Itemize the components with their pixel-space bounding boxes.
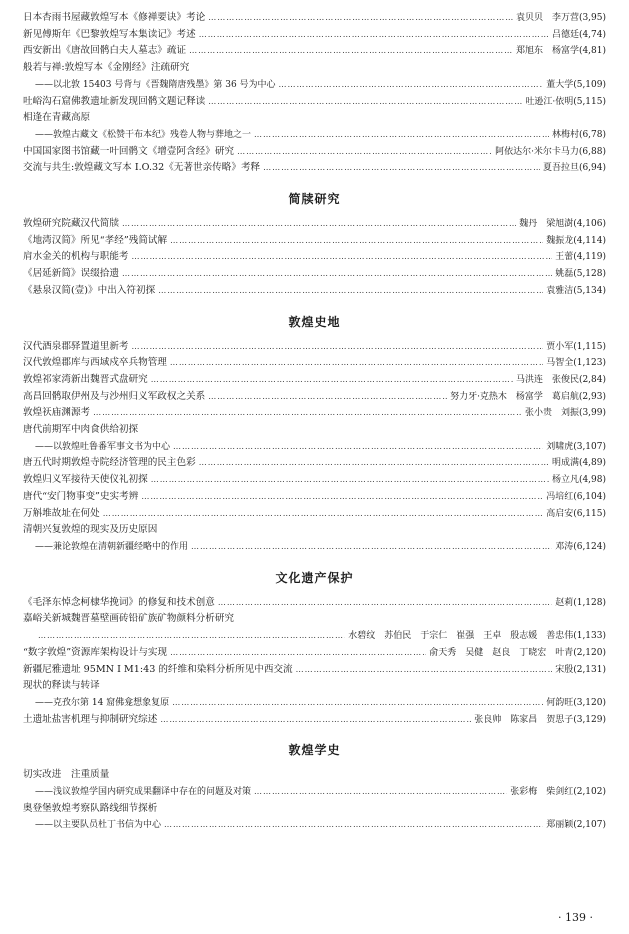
toc-entry[interactable] (23, 160, 606, 177)
entry-author-ref: 马洪连 张俊民(2,84) (515, 374, 606, 385)
leader-dots (170, 233, 543, 250)
leader-dots (103, 506, 543, 523)
toc-entry[interactable] (23, 94, 606, 111)
leader-dots (254, 784, 507, 801)
entry-title: 《毛泽东悼念柯棣华挽词》的修复和技术创意 (23, 596, 215, 608)
entry-subtitle: ——浅议敦煌学国内研究成果翻译中存在的问题及对策 (35, 787, 252, 798)
entry-title: 切实改进 注重质量 (23, 769, 110, 781)
toc-entry[interactable] (23, 389, 606, 406)
leader-dots (208, 389, 447, 406)
section-heading: 文化遗产保护 (275, 570, 354, 585)
entry-subtitle: ——敦煌古藏文《松赞干布本纪》残卷人物与葬地之一 (35, 129, 252, 140)
entry-author-ref: 高启安(6,115) (546, 508, 606, 519)
entry-title: 敦煌祁家湾新出魏晋式盘研究 (23, 373, 148, 385)
toc-section (23, 10, 606, 177)
entry-author-ref: 赵莉(1,128) (555, 597, 606, 608)
entry-title: 唐代“安门物事变”史实考辨 (23, 490, 139, 502)
toc-entry[interactable] (23, 110, 606, 127)
section-heading: 敦煌史地 (288, 314, 341, 329)
entry-title: 肩水金关的机构与职能考 (23, 251, 129, 263)
toc-entry[interactable] (23, 216, 606, 233)
section-heading: 敦煌学史 (288, 743, 341, 758)
entry-title: 汉代敦煌郡库与西域戍卒兵物管理 (23, 357, 167, 369)
entry-subtitle: ——克孜尔第 14 窟佛龛想象复原 (35, 697, 170, 708)
leader-dots (170, 355, 543, 372)
entry-title: 唐代前期军中肉食供给初探 (23, 424, 139, 436)
entry-author-ref: 魏振龙(4,114) (546, 235, 606, 246)
toc-entry[interactable] (23, 455, 606, 472)
entry-title: 新疆尼雅遗址 95MN Ⅰ M1:43 的纤维和染料分析所见中西交流 (23, 663, 293, 675)
toc-entry[interactable] (23, 27, 606, 44)
leader-dots (296, 662, 553, 679)
toc-entry[interactable] (23, 628, 606, 645)
entry-author-ref: 夏吾拉旦(6,94) (542, 163, 606, 174)
leader-dots (199, 27, 549, 44)
toc-section (23, 313, 606, 556)
entry-subtitle: ——兼论敦煌在清朝新疆经略中的作用 (35, 541, 189, 552)
entry-author-ref: 冯培红(6,104) (546, 491, 606, 502)
entry-title: 般若与禅:敦煌写本《金刚经》注疏研究 (23, 62, 190, 74)
entry-subtitle: ——以北敦 15403 号背与《晋魏隋唐残墨》第 36 号为中心 (35, 79, 276, 90)
toc-entry[interactable] (23, 127, 606, 144)
entry-title: 清朝兴复敦煌的现实及历史原因 (23, 524, 158, 536)
toc-entry[interactable] (23, 43, 606, 60)
leader-dots (151, 472, 549, 489)
entry-author-ref: 袁贝贝 李万营(3,95) (515, 13, 606, 23)
section-heading: 简牍研究 (288, 192, 341, 207)
toc-entry[interactable] (23, 784, 606, 801)
toc-section (23, 741, 606, 834)
entry-title: 日本杏雨书屋藏敦煌写本《修禅要诀》考论 (23, 12, 206, 23)
entry-subtitle: ——以主要队员杜丁书信为中心 (35, 820, 162, 831)
entry-author-ref: 郑丽颖(2,107) (546, 820, 606, 831)
entry-author-ref: 宋殷(2,131) (555, 664, 606, 675)
entry-author-ref: 林梅村(6,78) (551, 129, 606, 140)
toc-entry[interactable] (23, 439, 606, 456)
entry-title: 敦煌归义军接待天使仪礼初探 (23, 474, 148, 486)
toc-entry[interactable] (23, 472, 606, 489)
toc-entry[interactable] (23, 678, 606, 695)
entry-title: 吐峪沟石窟佛教遗址新发现回鹘文题记释读 (23, 95, 206, 107)
toc-entry[interactable] (23, 249, 606, 266)
entry-title: 相逢在青藏高原 (23, 112, 91, 124)
leader-dots (151, 372, 513, 389)
entry-title: 奥登堡敦煌考察队路线细节探析 (23, 802, 158, 814)
toc-entry[interactable] (23, 611, 606, 628)
entry-title: 唐五代时期敦煌寺院经济管理的民主色彩 (23, 457, 196, 469)
toc-entry[interactable] (23, 233, 606, 250)
entry-author-ref: 姚磊(5,128) (555, 269, 606, 280)
entry-author-ref: 杨立凡(4,98) (551, 475, 606, 486)
leader-dots (208, 10, 513, 27)
leader-dots (189, 43, 513, 60)
entry-author-ref: 贾小军(1,115) (546, 341, 606, 352)
entry-title: 敦煌研究院藏汉代简牍 (23, 218, 119, 230)
entry-author-ref: 张彩梅 柴剑红(2,102) (510, 787, 606, 798)
entry-author-ref: 张小贵 刘振(3,99) (524, 408, 606, 419)
page-number: · 139 · (558, 911, 593, 924)
entry-title: 西安新出《唐故回鹘白夫人墓志》疏证 (23, 45, 187, 57)
entry-author-ref: 何韵旺(3,120) (546, 697, 606, 708)
toc-entry[interactable] (23, 522, 606, 539)
entry-author-ref: 魏丹 梁旭澍(4,106) (519, 219, 606, 230)
leader-dots (132, 339, 544, 356)
entry-author-ref: 刘啸虎(3,107) (546, 441, 606, 452)
entry-title: 《悬泉汉简(壹)》中出入符初探 (23, 284, 156, 296)
leader-dots (237, 144, 492, 161)
toc-entry[interactable] (23, 339, 606, 356)
entry-author-ref: 张良帅 陈家昌 贺思子(3,129) (474, 714, 606, 725)
toc-entry[interactable] (23, 77, 606, 94)
entry-author-ref: 水碧纹 苏伯民 于宗仁 崔强 王卓 殷志媛 善忠伟(1,133) (348, 631, 606, 642)
leader-dots (164, 817, 543, 834)
toc-entry[interactable] (23, 801, 606, 818)
entry-author-ref: 马智全(1,123) (546, 358, 606, 369)
toc-entry[interactable] (23, 266, 606, 283)
toc-entry[interactable] (23, 506, 606, 523)
entry-author-ref: 邓涛(6,124) (555, 541, 606, 552)
toc-entry[interactable] (23, 283, 606, 300)
toc-section (23, 190, 606, 300)
entry-title: 新见傅斯年《巴黎敦煌写本集读记》考述 (23, 28, 196, 40)
toc-entry[interactable] (23, 405, 606, 422)
entry-title: 敦煌祆庙渊源考 (23, 407, 91, 419)
leader-dots (38, 628, 345, 645)
entry-title: 现状的释读与转译 (23, 680, 100, 692)
entry-author-ref: 吐逊江·依明(5,115) (525, 96, 606, 107)
leader-dots (218, 595, 552, 612)
toc-entry[interactable] (23, 695, 606, 712)
entry-title: 中国国家图书馆藏一叶回鹘文《增壹阿含经》研究 (23, 145, 235, 157)
leader-dots (170, 645, 426, 662)
entry-author-ref: 明成满(4,89) (551, 458, 606, 469)
entry-title: 嘉峪关新城魏晋墓壁画砖铅矿族矿物颜料分析研究 (23, 613, 235, 625)
leader-dots (93, 405, 522, 422)
toc-entry[interactable] (23, 817, 606, 834)
toc-entry[interactable] (23, 355, 606, 372)
toc-entry[interactable] (23, 662, 606, 679)
leader-dots (199, 455, 549, 472)
toc-entry[interactable] (23, 539, 606, 556)
leader-dots (160, 712, 471, 729)
leader-dots (132, 249, 553, 266)
toc-entry[interactable] (23, 767, 606, 784)
entry-author-ref: 王蕾(4,119) (555, 252, 606, 263)
toc-entry[interactable] (23, 372, 606, 389)
entry-title: 《居延新简》误缀拾遗 (23, 268, 119, 280)
leader-dots (279, 77, 544, 94)
leader-dots (172, 695, 543, 712)
entry-author-ref: 努力牙·克热木 杨富学 葛启航(2,93) (450, 391, 606, 402)
leader-dots (141, 489, 543, 506)
leader-dots (173, 439, 543, 456)
leader-dots (208, 94, 522, 111)
entry-title: “数字敦煌”资源库架构设计与实现 (23, 646, 168, 658)
entry-author-ref: 袁雅洁(5,134) (546, 285, 606, 296)
entry-author-ref: 郑旭东 杨富学(4,81) (515, 46, 606, 57)
toc-entry[interactable] (23, 489, 606, 506)
leader-dots (122, 266, 552, 283)
entry-author-ref: 俞天秀 吴健 赵良 丁晓宏 叶青(2,120) (429, 647, 606, 658)
entry-author-ref: 吕德廷(4,74) (551, 29, 606, 40)
entry-author-ref: 董大学(5,109) (546, 79, 606, 90)
toc-page (23, 10, 606, 834)
entry-subtitle: ——以敦煌吐鲁番军事文书为中心 (35, 441, 171, 452)
entry-title: 汉代酒泉郡驿置道里新考 (23, 340, 129, 352)
entry-title: 高昌回鹘取伊州及与沙州归义军政权之关系 (23, 390, 206, 402)
entry-title: 交流与共生:敦煌藏文写本 I.O.32《无著世亲传略》考释 (23, 162, 261, 174)
toc-entry[interactable] (23, 595, 606, 612)
toc-entry[interactable] (23, 422, 606, 439)
leader-dots (254, 127, 549, 144)
leader-dots (158, 283, 543, 300)
leader-dots (122, 216, 516, 233)
leader-dots (263, 160, 540, 177)
toc-entry[interactable] (23, 645, 606, 662)
entry-author-ref: 阿依达尔·米尔卡马力(6,88) (495, 146, 606, 157)
entry-title: 万斛堆故址在何处 (23, 507, 100, 519)
toc-entry[interactable] (23, 10, 606, 27)
toc-entry[interactable] (23, 60, 606, 77)
entry-title: 《地湾汉简》所见“孝经”残简试解 (23, 234, 168, 246)
leader-dots (191, 539, 552, 556)
toc-section (23, 569, 606, 729)
toc-entry[interactable] (23, 144, 606, 161)
toc-entry[interactable] (23, 712, 606, 729)
entry-title: 土遗址盐害机理与抑制研究综述 (23, 713, 158, 725)
